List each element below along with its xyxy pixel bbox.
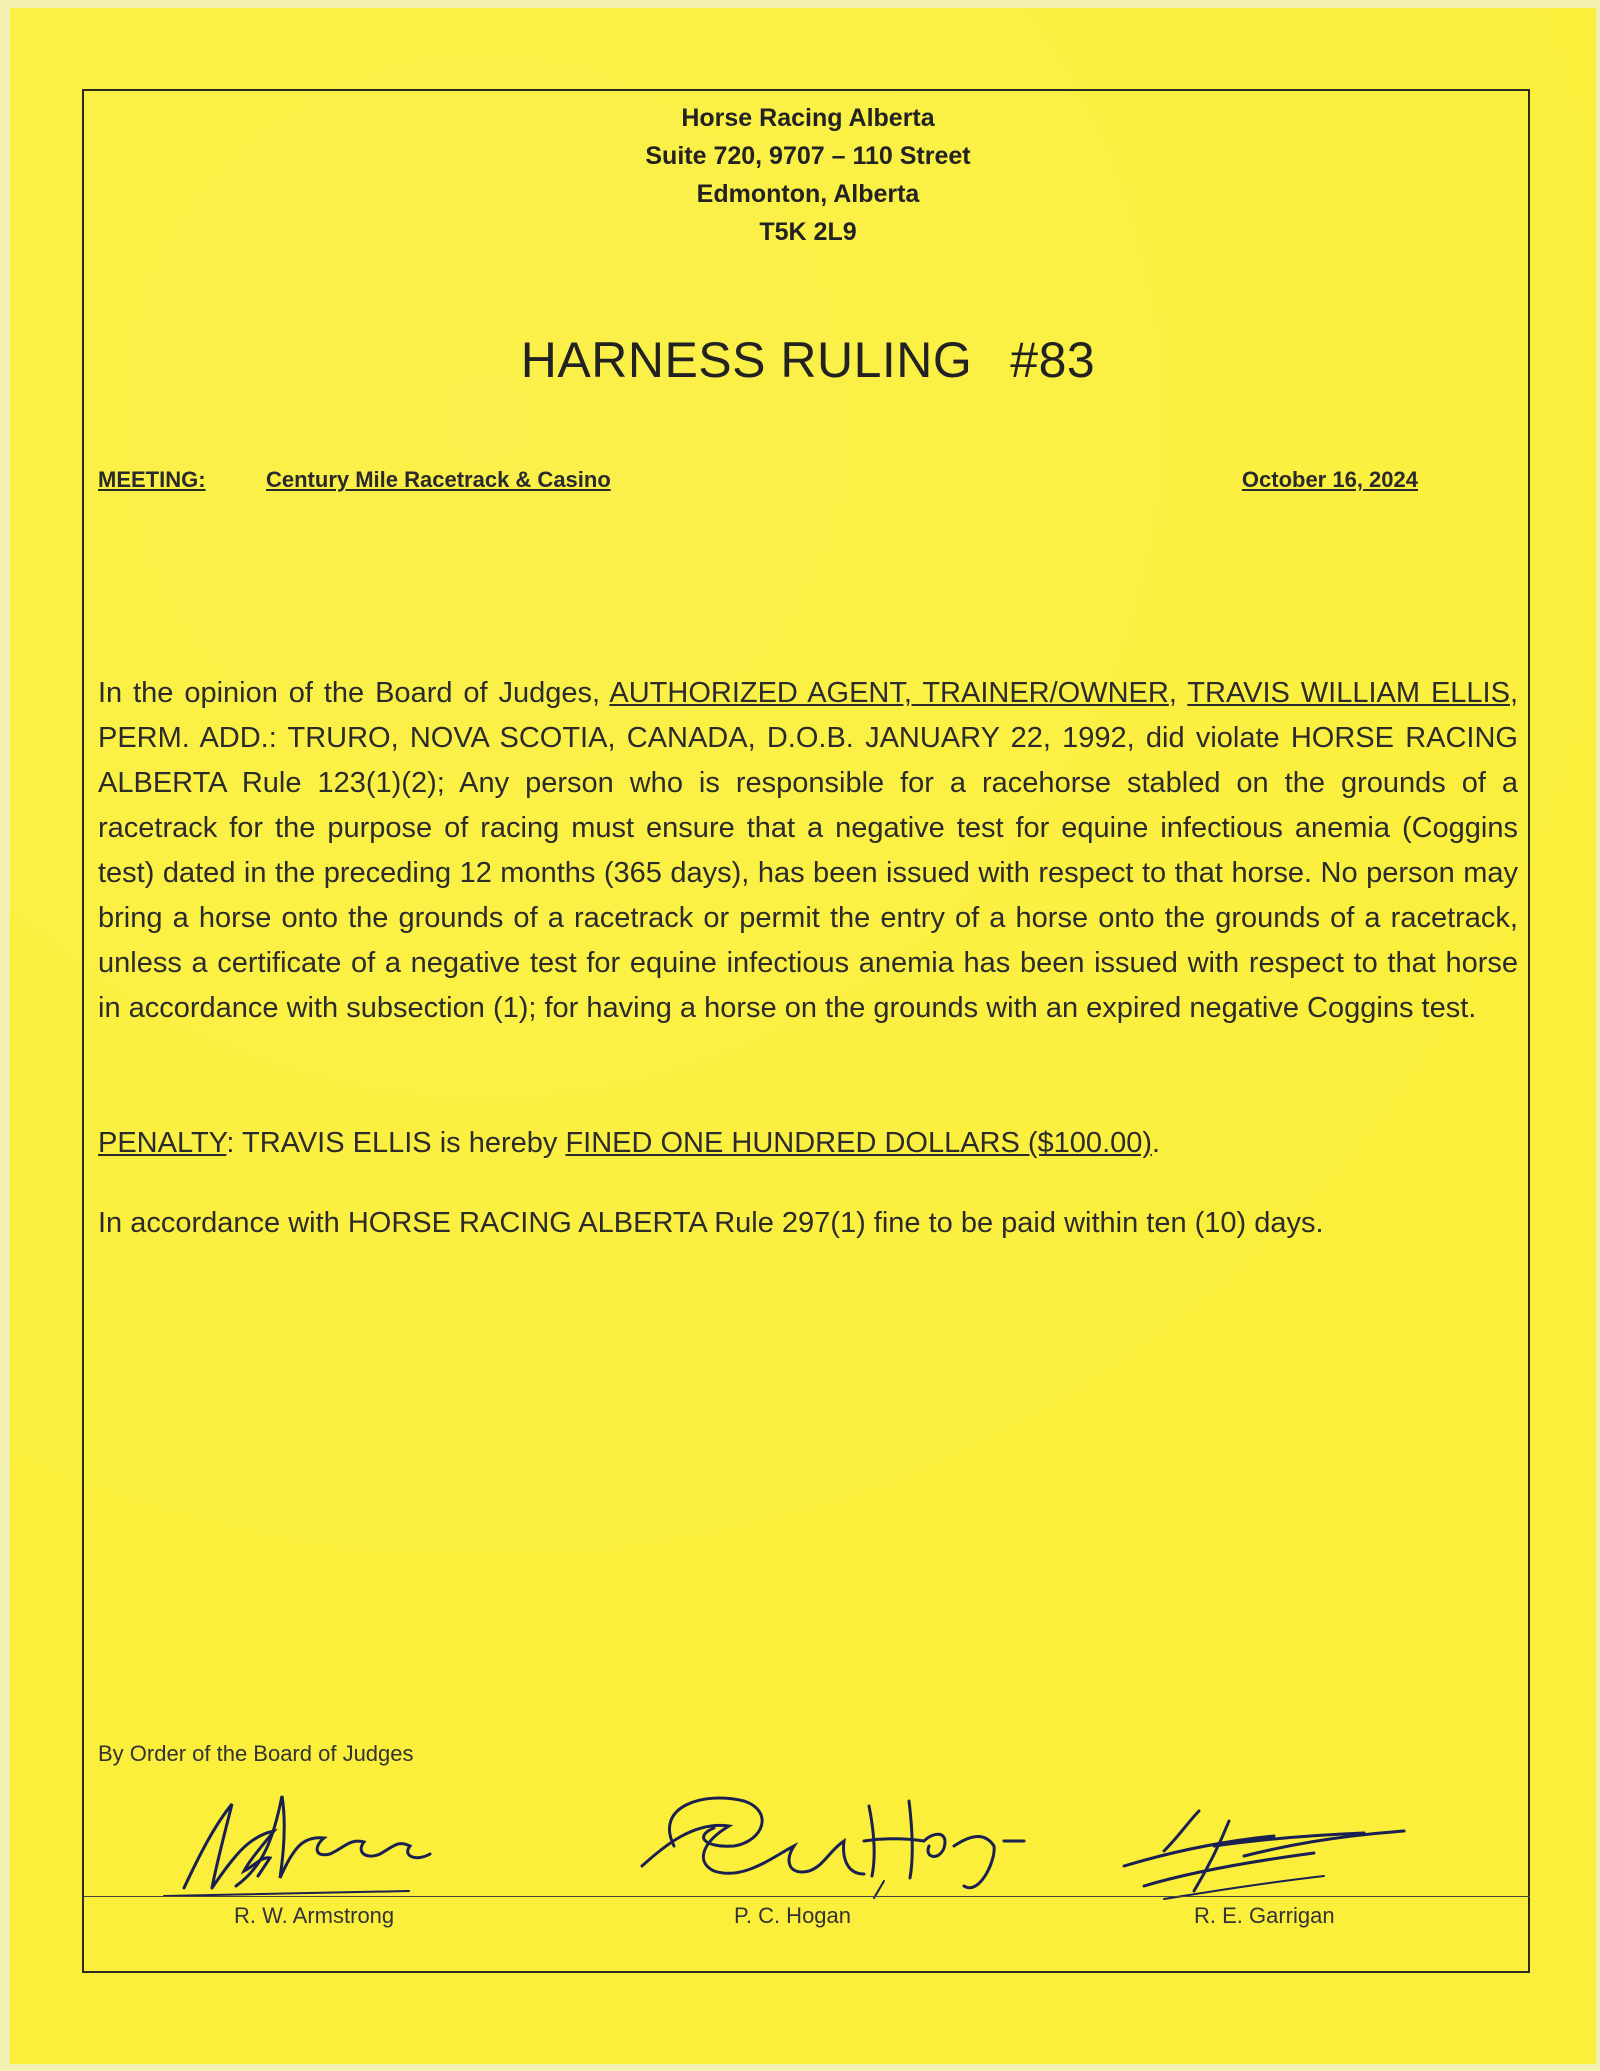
body-name: TRAVIS WILLIAM ELLIS <box>1187 677 1510 709</box>
signature-line <box>84 1896 1530 1897</box>
ruling-number: #83 <box>1010 332 1096 388</box>
judge-hogan-name: P. C. Hogan <box>734 1903 852 1928</box>
org-name: Horse Racing Alberta <box>681 104 935 132</box>
penalty-label: PENALTY <box>98 1127 227 1159</box>
document-frame <box>82 89 1530 1973</box>
org-city: Edmonton, Alberta <box>696 180 920 208</box>
by-order-text: By Order of the Board of Judges <box>98 1741 414 1766</box>
body-role: AUTHORIZED AGENT, TRAINER/OWNER <box>609 677 1169 709</box>
ruling-document <box>10 8 1596 2064</box>
letterhead <box>84 99 1532 251</box>
ruling-body <box>98 671 1518 1031</box>
meeting-venue: Century Mile Racetrack & Casino <box>266 467 611 492</box>
body-intro: In the opinion of the Board of Judges, <box>98 677 610 709</box>
penalty-line <box>98 1121 1518 1166</box>
meeting-date: October 16, 2024 <box>1241 467 1418 492</box>
ruling-title <box>84 331 1532 389</box>
body-separator: , <box>1168 677 1188 709</box>
hogan-signature <box>624 1786 1064 1906</box>
meeting-label: MEETING: <box>98 467 206 492</box>
garrigan-signature <box>1104 1791 1444 1901</box>
penalty-end: . <box>1152 1127 1161 1159</box>
penalty-text: : TRAVIS ELLIS is hereby <box>226 1127 566 1159</box>
meeting-row <box>98 467 1418 503</box>
judge-armstrong-name: R. W. Armstrong <box>234 1903 395 1928</box>
ruling-title-text: HARNESS RULING <box>520 332 973 388</box>
penalty-fine: FINED ONE HUNDRED DOLLARS ($100.00) <box>565 1127 1153 1159</box>
armstrong-signature <box>154 1776 454 1906</box>
payment-terms: In accordance with HORSE RACING ALBERTA Rule 297(1) fine to be paid within ten (10) days. <box>98 1207 1324 1239</box>
org-street: Suite 720, 9707 – 110 Street <box>645 142 971 170</box>
org-postal-code: T5K 2L9 <box>759 218 857 246</box>
body-rest: , PERM. ADD.: TRURO, NOVA SCOTIA, CANADA, D.O.B. JANUARY 22, 1992, did violate HORSE RACING ALBERTA Rule 123(1)(2); Any person who is responsible for a racehorse stabled on the grounds of a racetrack for the purpose of racing must ensure that a negative test for equine infectious anemia (Coggins test) dated in the preceding 12 months (365 days), has been issued with respect to that horse. No person may bring a horse onto the grounds of a racetrack or permit the entry of a horse onto the grounds of a racetrack, unless a certificate of a negative test for equine infectious anemia has been issued with respect to that horse in accordance with subsection (1); for having a horse on the grounds with an expired negative Coggins test. <box>98 677 1519 1024</box>
judge-garrigan-name: R. E. Garrigan <box>1194 1903 1335 1928</box>
